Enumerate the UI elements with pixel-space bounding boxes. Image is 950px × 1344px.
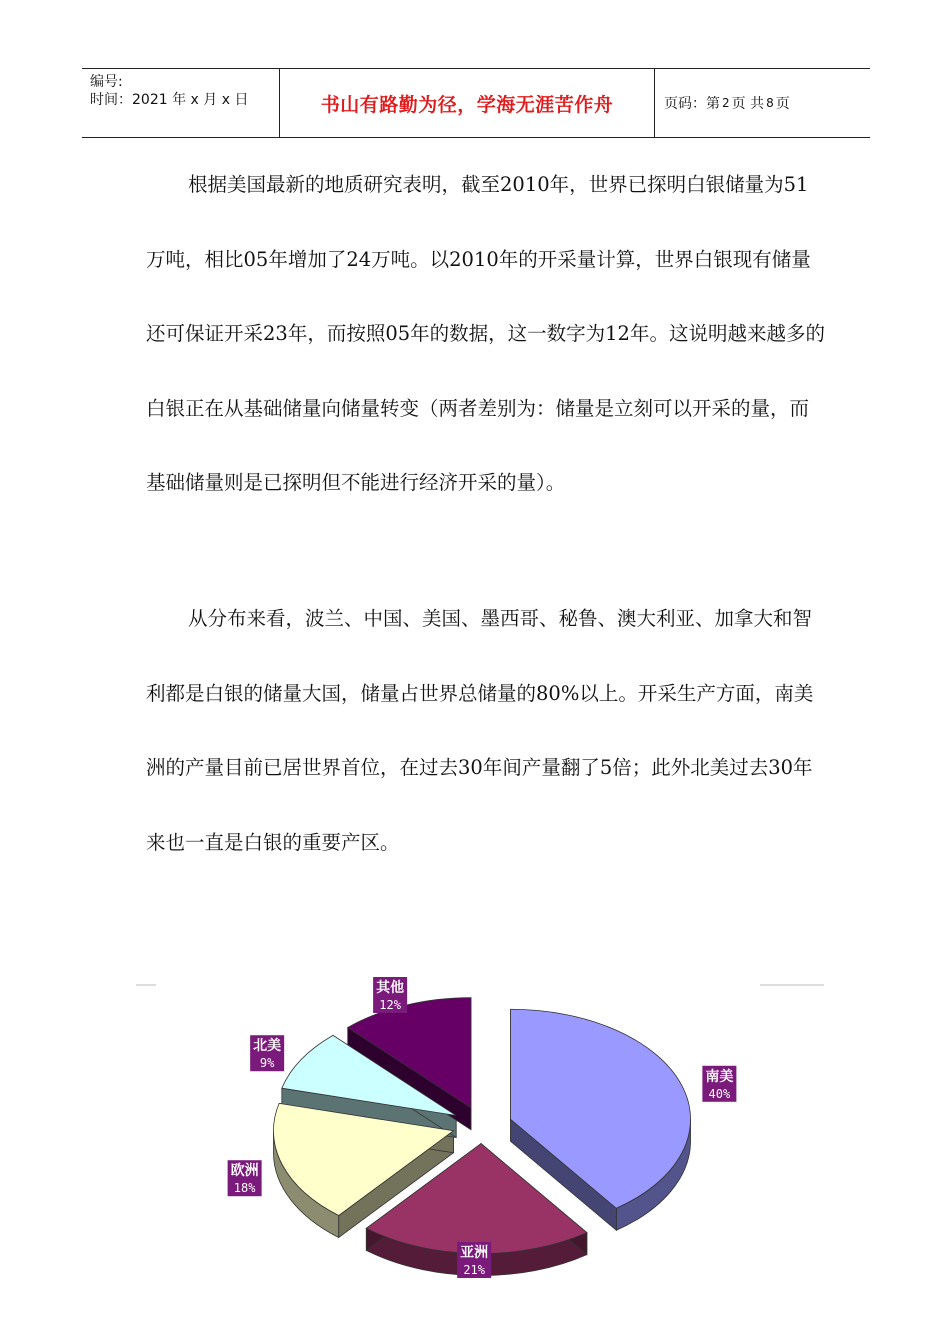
page-mid: 页 共: [731, 96, 765, 112]
page-total: 8: [766, 96, 774, 110]
slice-4-category: 其他: [376, 980, 405, 996]
page-header: [82, 68, 870, 138]
document-number-label: 编号:: [90, 74, 123, 90]
document-date-label: 时间：2021 年 x 月 x 日: [90, 92, 249, 108]
page-counter: [654, 69, 870, 137]
slice-0-value: 40%: [708, 1086, 731, 1101]
page-suffix: 页: [775, 96, 790, 112]
slice-3-category: 北美: [253, 1038, 282, 1055]
slice-1-category: 亚洲: [460, 1245, 489, 1261]
slice-4-value: 12%: [379, 998, 401, 1012]
slice-0-category: 南美: [705, 1068, 734, 1085]
header-motto: 书山有路勤为径，学海无涯苦作舟: [280, 69, 655, 137]
silver-distribution-pie-chart: [130, 975, 830, 1285]
slice-2-category: 欧洲: [230, 1163, 259, 1180]
header-meta: [82, 69, 280, 137]
page-current: 2: [722, 96, 730, 110]
slice-3-value: 9%: [259, 1056, 275, 1071]
slice-1-value: 21%: [463, 1263, 486, 1277]
body-paragraph-1: 根据美国最新的地质研究表明，截至2010年，世界已探明白银储量为51万吨，相比05年增加了24万吨。以2010年的开采量计算，世界白银现有储量还可保证开采23年，而按照05年的数据，这一数字为12年。这说明越来越多的白银正在从基础储量向储量转变（两者差别为：储量是立刻可以开采的量，而基础储量则是已探明但不能进行经济开采的量）。: [146, 173, 825, 494]
body-paragraph-2: 从分布来看，波兰、中国、美国、墨西哥、秘鲁、澳大利亚、加拿大和智利都是白银的储量大国，储量占世界总储量的80%以上。开采生产方面，南美洲的产量目前已居世界首位，在过去30年间产量翻了5倍；此外北美过去30年来也一直是白银的重要产区。: [146, 607, 814, 854]
pie-chart-svg: [130, 975, 830, 1285]
slice-2-value: 18%: [233, 1181, 256, 1196]
page-prefix: 页码：第: [664, 96, 720, 112]
